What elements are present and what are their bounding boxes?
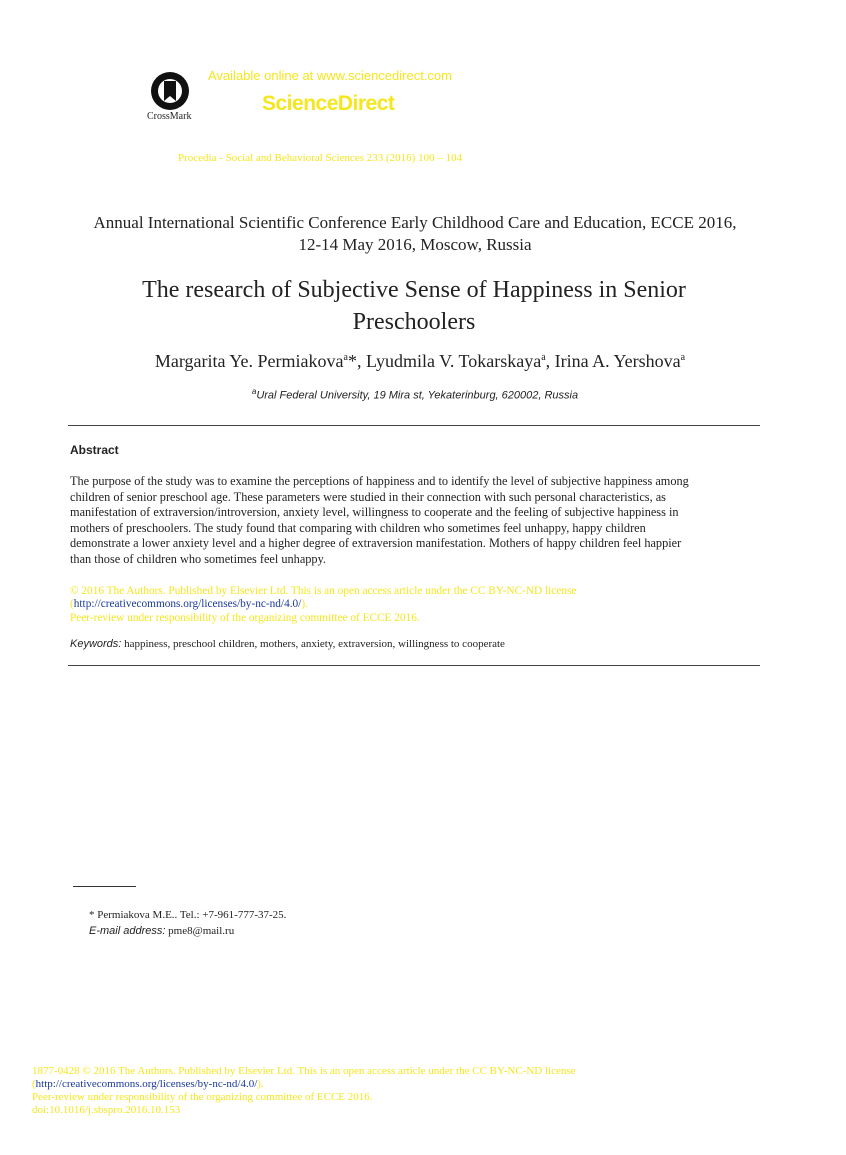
footer-peer-review: Peer-review under responsibility of the organizing committee of ECCE 2016. (32, 1091, 373, 1103)
footnote-rule (73, 886, 136, 887)
conference-line-1: Annual International Scientific Conference Early Childhood Care and Education, ECCE 2016, (93, 213, 737, 232)
abstract-top-rule (68, 425, 760, 426)
license-close-paren: ). (301, 598, 308, 611)
author-name: Lyudmila V. Tokarskaya (365, 351, 542, 371)
abstract-line: mothers of preschoolers. The study found that comparing with children who sometimes feel unhappy, happy children (70, 520, 646, 535)
conference-name (60, 212, 770, 256)
peer-review-note: Peer-review under responsibility of the organizing committee of ECCE 2016. (70, 611, 420, 624)
journal-reference: Procedia - Social and Behavioral Sciences 233 (2016) 100 – 104 (178, 152, 463, 164)
footer-doi[interactable]: doi:10.1016/j.sbspro.2016.10.153 (32, 1104, 181, 1116)
email-label: E-mail address: (89, 925, 166, 937)
affiliation-mark: a (251, 387, 257, 396)
abstract-line: than those of children who sometimes feel unhappy. (70, 551, 327, 566)
abstract-body (70, 474, 758, 568)
sciencedirect-logo[interactable]: ScienceDirect (262, 92, 395, 115)
author-list (60, 351, 780, 372)
affiliation (60, 387, 770, 402)
license-line: © 2016 The Authors. Published by Elsevier Ltd. This is an open access article under the CC BY-NC-ND license (70, 585, 577, 597)
footer-license-line: 1877-0428 © 2016 The Authors. Published by Elsevier Ltd. This is an open access article under the CC BY-NC-ND license (32, 1065, 576, 1077)
author-separator: , (356, 351, 366, 371)
author-affiliation-mark: a (541, 352, 546, 363)
email-footnote (89, 925, 234, 937)
license-link[interactable]: http://creativecommons.org/licenses/by-nc-nd/4.0/ (73, 598, 302, 611)
footer-close-paren: ). (257, 1078, 264, 1090)
abstract-line: demonstrate a lower anxiety level and a higher degree of extraversion manifestation. Mothers of happy children feel happier (70, 536, 682, 551)
abstract-heading: Abstract (70, 443, 119, 457)
abstract-line: children of senior preschool age. These parameters were studied in their connection with such personal characteristics, as (70, 489, 666, 504)
email-address[interactable]: pme8@mail.ru (165, 925, 235, 937)
conference-line-2: 12-14 May 2016, Moscow, Russia (298, 235, 532, 254)
keywords-text: happiness, preschool children, mothers, anxiety, extraversion, willingness to cooperate (121, 638, 505, 650)
author-name: Irina A. Yershova (554, 351, 681, 371)
crossmark-label: CrossMark (147, 111, 192, 122)
footer-open-paren: ( (32, 1078, 36, 1090)
abstract-line: The purpose of the study was to examine the perceptions of happiness and to identify the level of subjective happiness among (70, 474, 689, 488)
author-name: Margarita Ye. Permiakova (154, 351, 344, 371)
available-online-link[interactable]: Available online at www.sciencedirect.com (208, 68, 452, 83)
crossmark-icon[interactable] (150, 71, 190, 111)
keywords-label: Keywords: (70, 638, 122, 650)
title-line-2: Preschoolers (352, 309, 476, 335)
abstract-bottom-rule (68, 665, 760, 666)
corresponding-author-mark: * (347, 351, 357, 371)
title-line-1: The research of Subjective Sense of Happiness in Senior (142, 277, 686, 303)
corresponding-author-footnote: * Permiakova M.E.. Tel.: +7-961-777-37-25. (89, 909, 287, 921)
author-affiliation-mark: a (343, 352, 348, 363)
footer-license-link[interactable]: http://creativecommons.org/licenses/by-nc-nd/4.0/ (35, 1078, 258, 1090)
license-notice (70, 585, 576, 625)
footer-license (32, 1065, 576, 1117)
author-affiliation-mark: a (680, 352, 686, 363)
license-open-paren: ( (70, 598, 74, 611)
paper-title (100, 274, 728, 338)
affiliation-text: Ural Federal University, 19 Mira st, Yekaterinburg, 620002, Russia (256, 389, 579, 402)
keywords (70, 638, 505, 650)
author-separator: , (545, 351, 555, 371)
abstract-line: manifestation of extraversion/introversion, anxiety level, willingness to cooperate and the feeling of subjective happiness in (70, 505, 679, 520)
